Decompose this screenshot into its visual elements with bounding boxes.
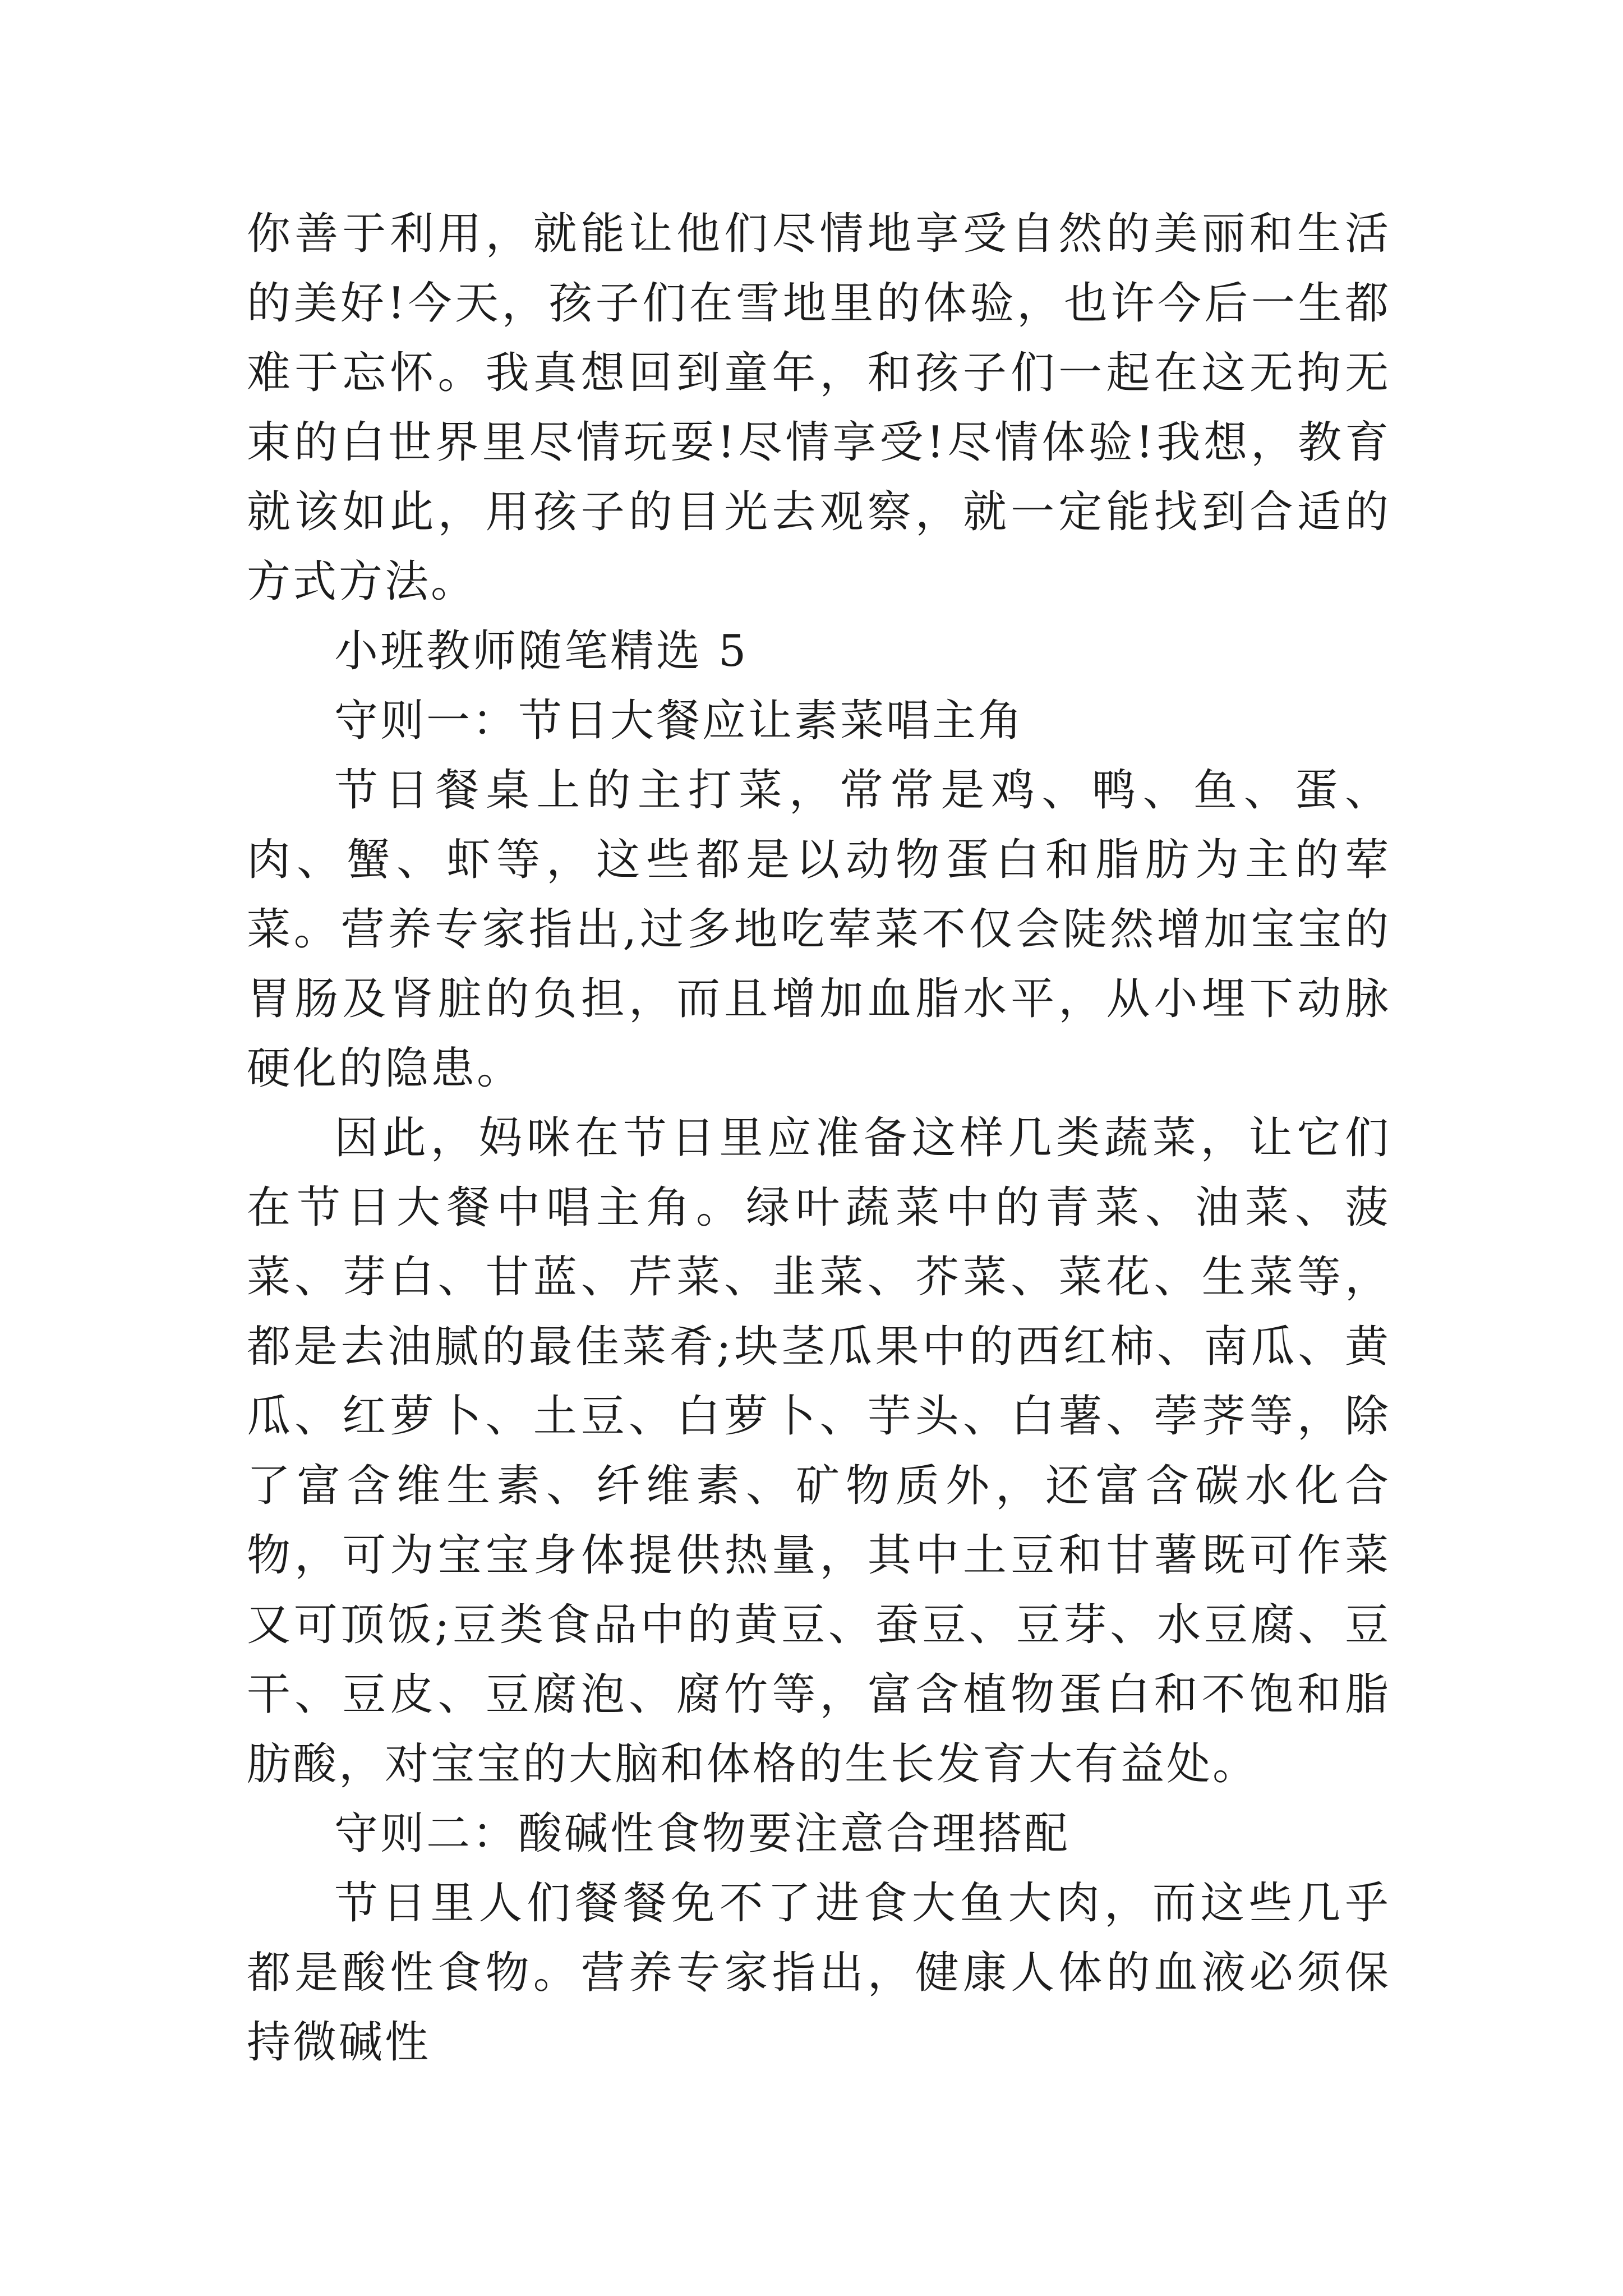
document-body bbox=[247, 199, 1391, 2077]
section-title: 小班教师随笔精选 5 bbox=[334, 626, 749, 677]
paragraph: 节日餐桌上的主打菜，常常是鸡、鸭、鱼、蛋、肉、蟹、虾等，这些都是以动物蛋白和脂肪为主的荤菜。营养专家指出,过多地吃荤菜不仅会陡然增加宝宝的胃肠及肾脏的负担，而且增加血脂水平，从小埋下动脉硬化的隐患。 bbox=[247, 765, 1391, 1094]
paragraph: 节日里人们餐餐免不了进食大鱼大肉，而这些几乎都是酸性食物。营养专家指出，健康人体的血液必须保持微碱性 bbox=[247, 1878, 1391, 2068]
paragraph: 因此，妈咪在节日里应准备这样几类蔬菜，让它们在节日大餐中唱主角。绿叶蔬菜中的青菜、油菜、菠菜、芽白、甘蓝、芹菜、韭菜、芥菜、菜花、生菜等，都是去油腻的最佳菜肴;块茎瓜果中的西红柿、南瓜、黄瓜、红萝卜、土豆、白萝卜、芋头、白薯、荸荠等，除了富含维生素、纤维素、矿物质外，还富含碳水化合物，可为宝宝身体提供热量，其中土豆和甘薯既可作菜又可顶饭;豆类食品中的黄豆、蚕豆、豆芽、水豆腐、豆干、豆皮、豆腐泡、腐竹等，富含植物蛋白和不饱和脂肪酸，对宝宝的大脑和体格的生长发育大有益处。 bbox=[247, 1113, 1391, 1789]
rule-heading-1: 守则一：节日大餐应让素菜唱主角 bbox=[334, 696, 1025, 746]
rule-heading-2: 守则二：酸碱性食物要注意合理搭配 bbox=[334, 1809, 1071, 1859]
paragraph-continued: 你善于利用，就能让他们尽情地享受自然的美丽和生活的美好!今天，孩子们在雪地里的体验，也许今后一生都难于忘怀。我真想回到童年，和孩子们一起在这无拘无束的白世界里尽情玩耍!尽情享受!尽情体验!我想，教育就该如此，用孩子的目光去观察，就一定能找到合适的方式方法。 bbox=[247, 209, 1391, 607]
